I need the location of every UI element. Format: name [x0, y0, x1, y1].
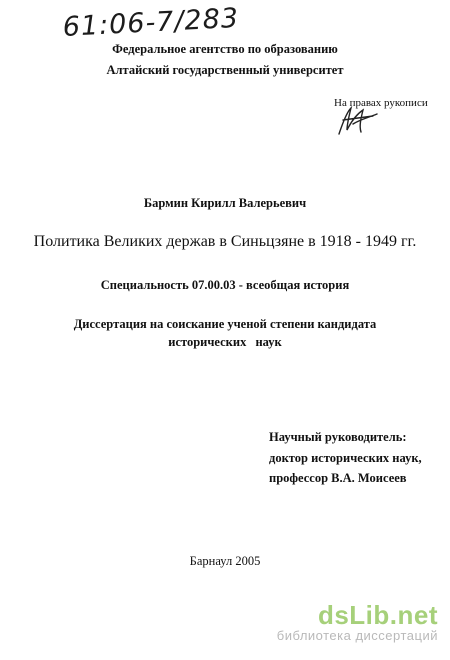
watermark-logo: dsLib.net [317, 600, 438, 630]
specialty-line: Специальность 07.00.03 - всеобщая история [100, 278, 350, 292]
author-name: Бармин Кирилл Валерьевич [143, 196, 307, 210]
supervisor-label: Научный руководитель: [269, 430, 407, 444]
signature-icon [333, 104, 383, 138]
supervisor-name: профессор В.А. Моисеев [269, 471, 407, 485]
place-and-year: Барнаул 2005 [189, 554, 261, 568]
watermark [277, 600, 438, 643]
supervisor-degree: доктор исторических наук, [269, 451, 422, 465]
degree-line-1: Диссертация на соискание ученой степени кандидата [73, 317, 377, 331]
watermark-subtitle: библиотека диссертаций [276, 628, 438, 643]
rights-note: На правах рукописи [334, 97, 428, 109]
university-name: Алтайский государственный университет [106, 63, 344, 77]
dissertation-title: Политика Великих держав в Синьцзяне в 1918 - 1949 гг. [33, 233, 417, 250]
handwritten-archive-number: 61:06-7/283 [62, 2, 240, 43]
agency-name: Федеральное агентство по образованию [112, 42, 338, 56]
degree-line-2: исторических наук [168, 335, 282, 349]
